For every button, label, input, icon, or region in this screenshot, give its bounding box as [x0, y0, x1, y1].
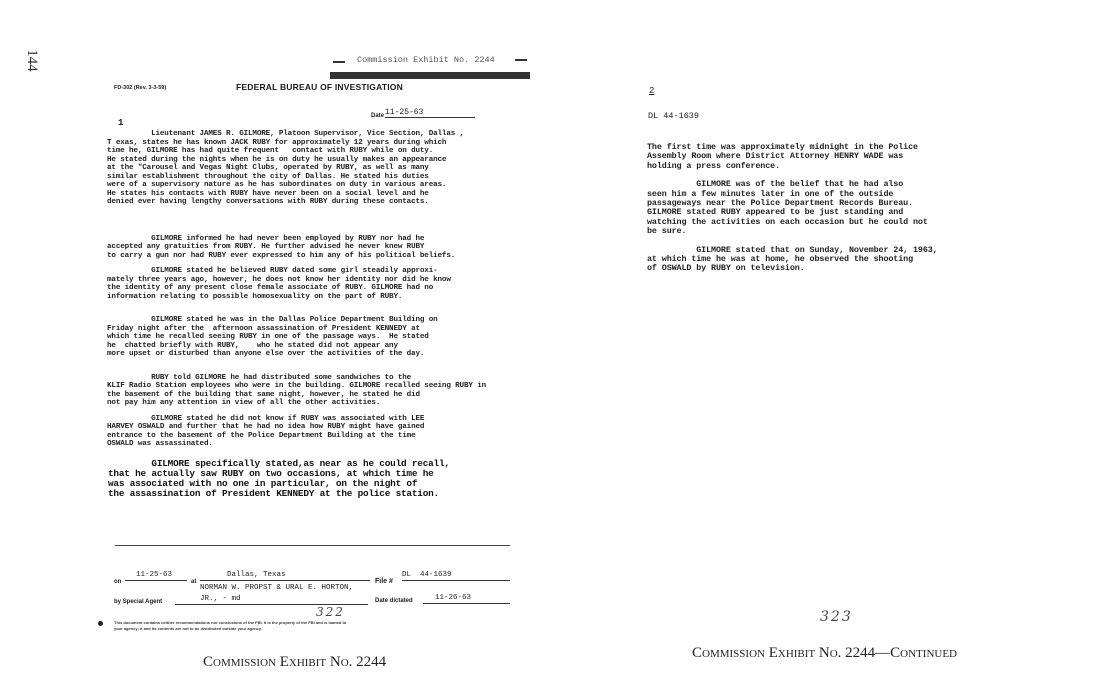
right-body [647, 143, 938, 274]
text-line: He stated during the nights when he is on duty he usually makes an appearance [107, 155, 447, 164]
divider [115, 545, 510, 546]
text-line: GILMORE was of the belief that he had also [647, 179, 904, 190]
agent-label: by Special Agent [114, 599, 163, 605]
text-line: T exas, states he has known JACK RUBY for approximately 12 years during which [107, 138, 447, 147]
text-line: GILMORE stated he was in the Dallas Police Department Building on [107, 316, 438, 324]
paragraph [107, 415, 486, 449]
handwritten-page-number: 323 [820, 609, 853, 625]
form-id: FD-302 (Rev. 3-3-59) [114, 85, 167, 91]
paragraph [107, 267, 486, 301]
handwritten-page-number: 322 [316, 605, 345, 619]
text-line: that he actually saw RUBY on two occasions, at which time he [108, 468, 434, 479]
text-line: He states his contacts with RUBY have never been on a social level and he [107, 189, 429, 198]
exhibit-caption: Commission Exhibit No. 2244—Continued [692, 645, 957, 661]
text-line: seen him a few minutes later in one of the outside [647, 188, 894, 199]
text-line: OSWALD was assassinated. [107, 440, 213, 448]
text-line: Lieutenant JAMES R. GILMORE, Platoon Supervisor, Vice Section, Dallas , [107, 130, 464, 138]
on-label: on [114, 579, 122, 585]
text-line: KLIF Radio Station employees who were in the building. GILMORE recalled seeing RUBY in [107, 382, 487, 390]
text-line: the assassination of President KENNEDY at the police station. [108, 488, 439, 499]
page-number: 144 [23, 49, 40, 72]
text-line: be sure. [647, 226, 687, 237]
paragraph [647, 180, 938, 236]
date-label: Date [371, 113, 385, 119]
file-reference: DL 44-1639 [648, 111, 700, 121]
page-mark: 1 [118, 118, 124, 128]
on-value: 11-25-63 [125, 571, 187, 581]
text-line: more upset or disturbed than anyone else over the activities of the day. [107, 350, 425, 358]
text-line: GILMORE informed he had never been employed by RUBY nor had he [107, 234, 425, 243]
stamp-bar [330, 72, 530, 79]
fbi-seal-icon [98, 621, 103, 626]
stamp-dash [515, 59, 527, 61]
text-line: GILMORE stated he did not know if RUBY was associated with LEE [107, 414, 425, 423]
text-line: not pay him any attention in view of all the other activities. [107, 399, 381, 407]
text-line: the identity of any present close female associate of RUBY. GILMORE had no [107, 284, 434, 292]
text-line: to carry a gun nor had RUBY ever expressed to him any of his political beliefs. [107, 251, 456, 260]
disclaimer-line: your agency; it and its contents are not to be distributed outside your agency. [114, 626, 262, 631]
dictated-label: Date dictated [375, 598, 413, 604]
exhibit-stamp: Commission Exhibit No. 2244 [357, 55, 495, 65]
exhibit-caption: Commission Exhibit No. 2244 [203, 654, 387, 670]
file-value: DL 44-1639 [402, 571, 510, 581]
date-value: 11-25-63 [385, 108, 475, 118]
at-label: at [191, 579, 197, 585]
text-line: Friday night after the afternoon assassination of President KENNEDY at [107, 324, 420, 333]
text-line: GILMORE stated he believed RUBY dated some girl steadily approxi- [107, 267, 438, 275]
agency-header: FEDERAL BUREAU OF INVESTIGATION [236, 82, 403, 92]
text-line: at the "Carousel and Vegas Night Clubs, operated by RUBY, as well as many [107, 164, 429, 172]
text-line: similar establishment throughout the city of Dallas. He stated his duties [107, 172, 429, 181]
text-line: he chatted briefly with RUBY, who he stated did not appear any [107, 341, 398, 350]
text-line: entrance to the basement of the Police Department Building at the time [107, 431, 416, 440]
left-body [107, 130, 486, 449]
text-line: information relating to possible homosexuality on the part of RUBY. [107, 292, 403, 301]
agent-names: NORMAN W. PROPST & URAL E. HORTON, [200, 584, 354, 592]
text-line: holding a press conference. [647, 160, 780, 171]
paragraph [107, 235, 486, 261]
text-line: mately three years ago, however, he does not know her identity nor did he know [107, 275, 451, 284]
text-line: at which time he was at home, he observed the shooting [647, 254, 913, 265]
text-line: Assembly Room where District Attorney HENRY WADE was [647, 151, 904, 162]
text-line: GILMORE stated that on Sunday, November 24, 1963, [647, 244, 938, 255]
paragraph [107, 374, 486, 408]
dictated-value: 11-26-63 [423, 594, 510, 604]
text-line: watching the activities on each occasion but he could not [647, 216, 928, 227]
text-line: time he, GILMORE has had quite frequent contact with RUBY while on duty. [107, 147, 434, 155]
text-line: RUBY told GILMORE he had distributed some sandwiches to the [107, 373, 412, 382]
page-mark: 2 [649, 86, 655, 96]
text-line: was associated with no one in particular, on the night of [108, 478, 418, 489]
stamp-dash [333, 61, 345, 63]
agent-suffix: JR., - md [175, 595, 368, 605]
text-line: accepted any gratuities from RUBY. He further advised he never knew RUBY [107, 243, 425, 251]
text-line: passageways near the Police Department Records Bureau. [647, 198, 913, 209]
text-line: denied ever having lengthy conversations with RUBY during these contacts. [107, 198, 429, 206]
text-line: GILMORE stated RUBY appeared to be just standing and [647, 207, 904, 218]
paragraph [107, 316, 486, 359]
text-line: GILMORE specifically stated,as near as he could recall, [108, 458, 450, 469]
paragraph [647, 143, 938, 171]
paragraph [107, 130, 486, 207]
text-line: HARVEY OSWALD and further that he had no idea how RUBY might have gained [107, 423, 425, 431]
text-line: of OSWALD by RUBY on television. [647, 263, 805, 274]
text-line: the basement of the building that same night, however, he stated he did [107, 390, 420, 399]
file-label: File # [375, 578, 393, 585]
text-line: The first time was approximately midnight in the Police [647, 142, 918, 152]
text-line: were of a supervisory nature as he has subordinates on duty in various areas. [107, 181, 447, 189]
paragraph [647, 246, 938, 274]
closing-paragraph [108, 459, 450, 499]
disclaimer-line: This document contains neither recommendations nor conclusions of the FBI. It is the property of the FBI and is loaned to [114, 620, 347, 625]
text-line: which time he recalled seeing RUBY in one of the passage ways. He stated [107, 333, 429, 341]
at-value: Dallas, Texas [200, 571, 370, 581]
